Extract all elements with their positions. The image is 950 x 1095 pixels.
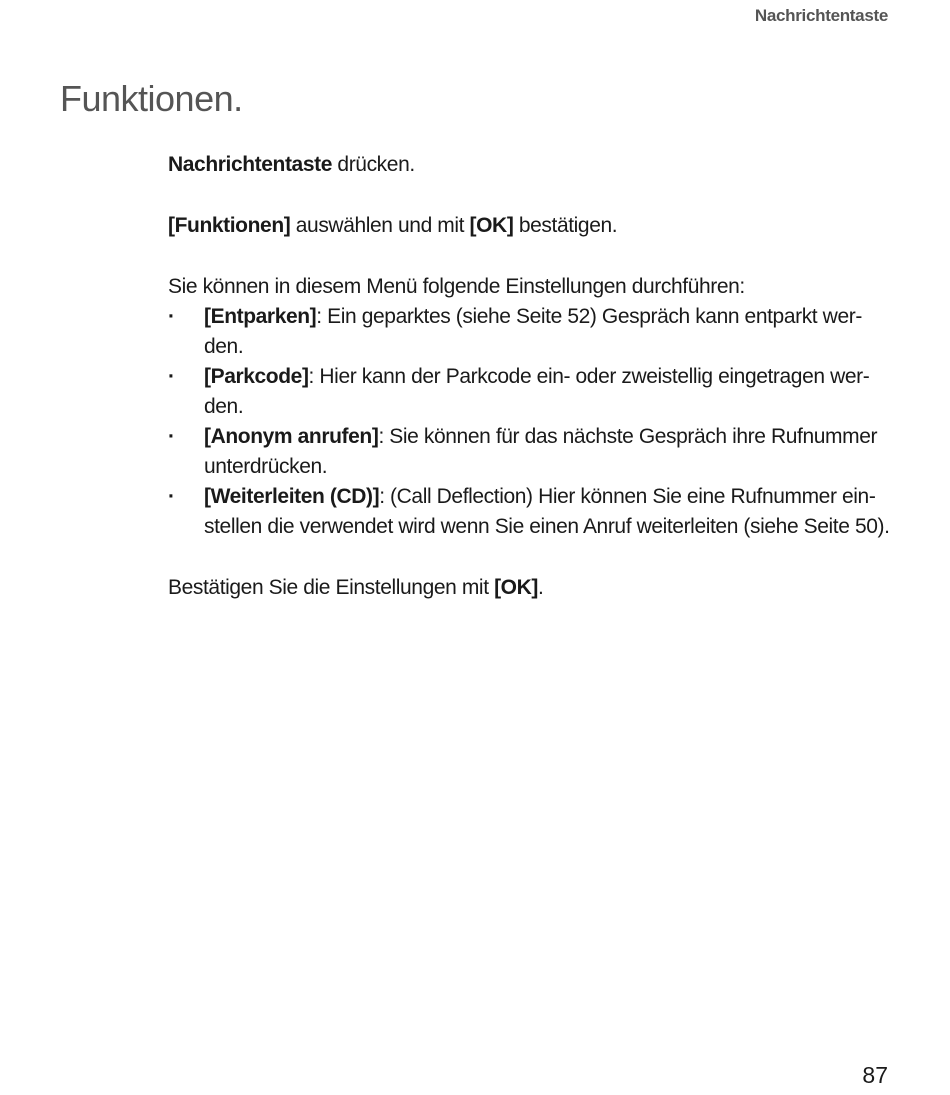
options-list: [168, 302, 898, 542]
option-label: [Entparken]: [204, 305, 317, 328]
step-text: drücken.: [332, 153, 415, 176]
confirm-instruction: [168, 573, 898, 603]
confirm-text: Bestätigen Sie die Einstellungen mit: [168, 576, 495, 599]
option-label: [Anonym anrufen]: [204, 425, 379, 448]
option-weiterleiten: [168, 482, 898, 542]
step-press-message-key: [168, 150, 898, 180]
step-select-functions: [168, 211, 898, 241]
confirm-end: .: [537, 576, 544, 599]
page-number: 87: [862, 1062, 888, 1088]
options-intro: Sie können in diesem Menü folgende Einstellungen durchführen:: [168, 275, 745, 298]
step-text: bestätigen.: [513, 214, 618, 237]
bullet: ·: [168, 485, 175, 508]
option-label: [Parkcode]: [204, 365, 309, 388]
option-description: : Hier kann der Parkcode ein- oder zweistellig eingetragen wer-den.: [204, 365, 870, 418]
option-description: : Sie können für das nächste Gespräch ihre Rufnummer unterdrücken.: [204, 425, 878, 478]
option-parkcode: [168, 362, 898, 422]
menu-item-name: [Funktionen]: [168, 214, 291, 237]
ok-key-name: [OK]: [494, 576, 538, 599]
ok-key-name: [OK]: [469, 214, 514, 237]
section-title: Funktionen.: [60, 78, 243, 119]
step-text: auswählen und mit: [290, 214, 470, 237]
bullet: ·: [168, 365, 175, 388]
key-name: Nachrichtentaste: [168, 153, 332, 176]
option-description: : Ein geparktes (siehe Seite 52) Gespräch kann entparkt wer-den.: [204, 305, 862, 358]
bullet: ·: [168, 425, 175, 448]
running-header: Nachrichtentaste: [754, 6, 888, 25]
option-label: [Weiterleiten (CD)]: [204, 485, 380, 508]
bullet: ·: [168, 305, 175, 328]
option-anonym-anrufen: [168, 422, 898, 482]
option-entparken: [168, 302, 898, 362]
content-body: [168, 150, 898, 603]
option-description: : (Call Deflection) Hier können Sie eine Rufnummer ein-stellen die verwendet wird wenn Sie einen Anruf weiterleiten (siehe Seite 50).: [204, 485, 890, 538]
